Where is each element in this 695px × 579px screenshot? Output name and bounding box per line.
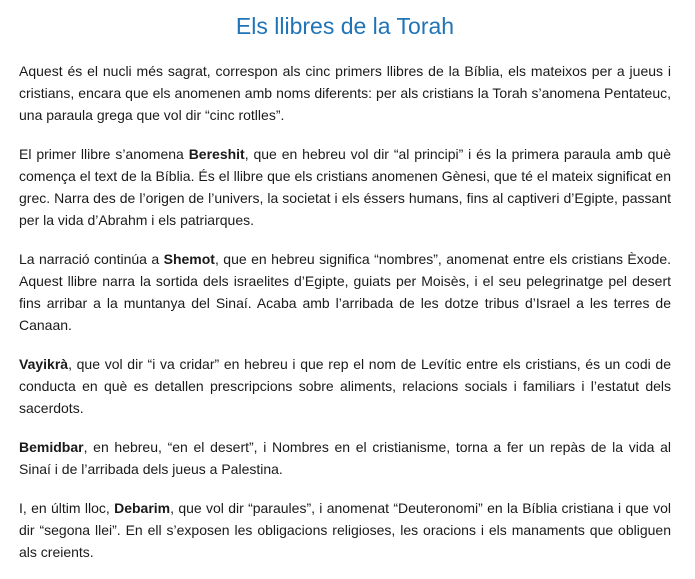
book-name-shemot: Shemot: [163, 251, 215, 267]
paragraph-vayikra-text: , que vol dir “i va cridar” en hebreu i que rep el nom de Levític entre els cristians, és un codi de conducta en què es detallen prescripcions sobre aliments, relacions socials i familiars i l’estatut dels sacerdots.: [19, 356, 671, 416]
paragraph-shemot-lead: La narració continúa a: [19, 251, 164, 267]
book-name-vayikra: Vayikrà: [19, 356, 69, 372]
paragraph-debarim-lead: I, en últim lloc,: [19, 500, 115, 516]
book-name-bereshit: Bereshit: [188, 146, 245, 162]
paragraph-shemot: [19, 248, 671, 336]
book-name-bemidbar: Bemidbar: [19, 439, 84, 455]
paragraph-shemot-text: , que en hebreu significa “nombres”, anomenat entre els cristians Èxode. Aquest llibre narra la sortida dels israelites d’Egipte, guiats per Moisès, i el seu pelegrinatge pel desert fins arribar a la muntanya del Sinaí. Acaba amb l’arribada de les dotze tribus d’Israel a les terres de Canaan.: [19, 251, 672, 333]
paragraph-bereshit-text: , que en hebreu vol dir “al principi” i és la primera paraula amb què comença el text de la Bíblia. És el llibre que els cristians anomenen Gènesi, que té el mateix significat en grec. Narra des de l’origen de l’univers, la societat i els éssers humans, fins al captiveri d’Egipte, passant per la vida d’Abrahm i els patriarques.: [19, 146, 671, 228]
paragraph-bemidbar-text: , en hebreu, “en el desert”, i Nombres en el cristianisme, torna a fer un repàs de la vida al Sinaí i de l’arribada dels jueus a Palestina.: [19, 439, 671, 477]
paragraph-bemidbar: [19, 436, 671, 480]
paragraph-debarim: [19, 497, 671, 563]
paragraph-intro-text: Aquest és el nucli més sagrat, correspon als cinc primers llibres de la Bíblia, els mateixos per a jueus i cristians, encara que els anomenen amb noms diferents: per als cristians la Torah s’anomena Pentateuc, una paraula grega que vol dir “cinc rotlles”.: [19, 63, 671, 123]
paragraph-vayikra: [19, 353, 671, 419]
paragraph-bereshit: [19, 143, 671, 231]
paragraph-bereshit-lead: El primer llibre s’anomena: [19, 146, 189, 162]
book-name-debarim: Debarim: [114, 500, 171, 516]
paragraph-debarim-text: , que vol dir “paraules”, i anomenat “Deuteronomi” en la Bíblia cristiana i que vol dir “segona llei”. En ell s’exposen les obligacions religioses, les oracions i els manaments que obliguen als creients.: [19, 500, 671, 560]
article-body: [19, 60, 671, 563]
page-title: Els llibres de la Torah: [235, 13, 455, 39]
paragraph-intro: [19, 60, 671, 126]
